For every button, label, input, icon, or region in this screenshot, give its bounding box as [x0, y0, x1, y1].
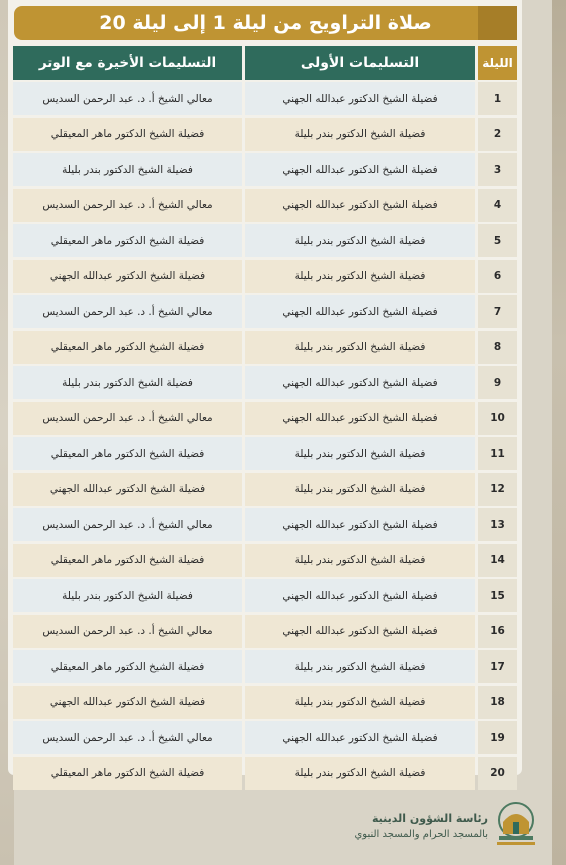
- cell-first-tasleemat: فضيلة الشيخ الدكتور عبدالله الجهني: [245, 189, 475, 222]
- table-row: [13, 721, 517, 754]
- cell-first-tasleemat: فضيلة الشيخ الدكتور بندر بليلة: [245, 757, 475, 790]
- cell-first-tasleemat: فضيلة الشيخ الدكتور بندر بليلة: [245, 437, 475, 470]
- header-first-tasleemat: التسليمات الأولى: [245, 46, 475, 80]
- cell-night-number: 4: [478, 189, 517, 222]
- cell-night-number: 17: [478, 650, 517, 683]
- cell-night-number: 2: [478, 118, 517, 151]
- table-row: [13, 295, 517, 328]
- cell-first-tasleemat: فضيلة الشيخ الدكتور بندر بليلة: [245, 331, 475, 364]
- page-title-text: صلاة التراويح من ليلة 1 إلى ليلة 20: [99, 12, 432, 34]
- cell-last-tasleemat: فضيلة الشيخ الدكتور بندر بليلة: [13, 366, 242, 399]
- cell-night-number: 20: [478, 757, 517, 790]
- cell-night-number: 8: [478, 331, 517, 364]
- cell-first-tasleemat: فضيلة الشيخ الدكتور بندر بليلة: [245, 118, 475, 151]
- table-row: [13, 473, 517, 506]
- cell-last-tasleemat: معالي الشيخ أ. د. عبد الرحمن السديس: [13, 615, 242, 648]
- cell-night-number: 12: [478, 473, 517, 506]
- cell-night-number: 10: [478, 402, 517, 435]
- cell-night-number: 14: [478, 544, 517, 577]
- cell-last-tasleemat: فضيلة الشيخ الدكتور ماهر المعيقلي: [13, 331, 242, 364]
- header-night: الليلة: [478, 46, 517, 80]
- cell-first-tasleemat: فضيلة الشيخ الدكتور بندر بليلة: [245, 650, 475, 683]
- cell-last-tasleemat: فضيلة الشيخ الدكتور ماهر المعيقلي: [13, 437, 242, 470]
- cell-last-tasleemat: فضيلة الشيخ الدكتور ماهر المعيقلي: [13, 544, 242, 577]
- cell-last-tasleemat: فضيلة الشيخ الدكتور عبدالله الجهني: [13, 260, 242, 293]
- cell-night-number: 6: [478, 260, 517, 293]
- cell-last-tasleemat: فضيلة الشيخ الدكتور عبدالله الجهني: [13, 686, 242, 719]
- cell-first-tasleemat: فضيلة الشيخ الدكتور عبدالله الجهني: [245, 402, 475, 435]
- cell-first-tasleemat: فضيلة الشيخ الدكتور بندر بليلة: [245, 686, 475, 719]
- table-row: [13, 224, 517, 257]
- cell-first-tasleemat: فضيلة الشيخ الدكتور عبدالله الجهني: [245, 366, 475, 399]
- cell-last-tasleemat: معالي الشيخ أ. د. عبد الرحمن السديس: [13, 402, 242, 435]
- table-row: [13, 402, 517, 435]
- cell-last-tasleemat: فضيلة الشيخ الدكتور عبدالله الجهني: [13, 473, 242, 506]
- cell-night-number: 16: [478, 615, 517, 648]
- cell-night-number: 13: [478, 508, 517, 541]
- header-last-tasleemat: التسليمات الأخيرة مع الوتر: [13, 46, 242, 80]
- table-row: [13, 757, 517, 790]
- cell-night-number: 3: [478, 153, 517, 186]
- cell-night-number: 19: [478, 721, 517, 754]
- cell-first-tasleemat: فضيلة الشيخ الدكتور بندر بليلة: [245, 224, 475, 257]
- cell-first-tasleemat: فضيلة الشيخ الدكتور عبدالله الجهني: [245, 295, 475, 328]
- cell-first-tasleemat: فضيلة الشيخ الدكتور عبدالله الجهني: [245, 579, 475, 612]
- footer-sub: بالمسجد الحرام والمسجد النبوي: [354, 829, 488, 840]
- cell-night-number: 5: [478, 224, 517, 257]
- cell-last-tasleemat: معالي الشيخ أ. د. عبد الرحمن السديس: [13, 295, 242, 328]
- cell-last-tasleemat: معالي الشيخ أ. د. عبد الرحمن السديس: [13, 508, 242, 541]
- cell-last-tasleemat: معالي الشيخ أ. د. عبد الرحمن السديس: [13, 721, 242, 754]
- cell-last-tasleemat: فضيلة الشيخ الدكتور ماهر المعيقلي: [13, 757, 242, 790]
- cell-night-number: 7: [478, 295, 517, 328]
- table-row: [13, 579, 517, 612]
- table-row: [13, 437, 517, 470]
- cell-last-tasleemat: فضيلة الشيخ الدكتور ماهر المعيقلي: [13, 650, 242, 683]
- table-row: [13, 615, 517, 648]
- cell-first-tasleemat: فضيلة الشيخ الدكتور بندر بليلة: [245, 260, 475, 293]
- cell-first-tasleemat: فضيلة الشيخ الدكتور بندر بليلة: [245, 473, 475, 506]
- cell-night-number: 9: [478, 366, 517, 399]
- table-row: [13, 189, 517, 222]
- cell-last-tasleemat: معالي الشيخ أ. د. عبد الرحمن السديس: [13, 82, 242, 115]
- cell-first-tasleemat: فضيلة الشيخ الدكتور عبدالله الجهني: [245, 153, 475, 186]
- cell-first-tasleemat: فضيلة الشيخ الدكتور عبدالله الجهني: [245, 615, 475, 648]
- cell-first-tasleemat: فضيلة الشيخ الدكتور عبدالله الجهني: [245, 721, 475, 754]
- cell-first-tasleemat: فضيلة الشيخ الدكتور عبدالله الجهني: [245, 508, 475, 541]
- table-row: [13, 366, 517, 399]
- cell-night-number: 18: [478, 686, 517, 719]
- cell-night-number: 15: [478, 579, 517, 612]
- page-title: [14, 6, 517, 40]
- table-row: [13, 331, 517, 364]
- table-row: [13, 82, 517, 115]
- table-row: [13, 260, 517, 293]
- background-right: [552, 0, 566, 865]
- cell-night-number: 11: [478, 437, 517, 470]
- table-row: [13, 153, 517, 186]
- table-row: [13, 508, 517, 541]
- cell-last-tasleemat: فضيلة الشيخ الدكتور بندر بليلة: [13, 153, 242, 186]
- mosque-emblem-icon: [495, 800, 537, 854]
- cell-last-tasleemat: فضيلة الشيخ الدكتور ماهر المعيقلي: [13, 118, 242, 151]
- table-row: [13, 686, 517, 719]
- cell-last-tasleemat: فضيلة الشيخ الدكتور بندر بليلة: [13, 579, 242, 612]
- cell-last-tasleemat: فضيلة الشيخ الدكتور ماهر المعيقلي: [13, 224, 242, 257]
- footer-text: [354, 812, 488, 840]
- cell-first-tasleemat: فضيلة الشيخ الدكتور بندر بليلة: [245, 544, 475, 577]
- title-accent: [478, 6, 517, 40]
- cell-last-tasleemat: معالي الشيخ أ. د. عبد الرحمن السديس: [13, 189, 242, 222]
- table-row: [13, 544, 517, 577]
- cell-first-tasleemat: فضيلة الشيخ الدكتور عبدالله الجهني: [245, 82, 475, 115]
- table-row: [13, 650, 517, 683]
- cell-night-number: 1: [478, 82, 517, 115]
- table-row: [13, 118, 517, 151]
- footer-org: رئاسة الشؤون الدينية: [372, 812, 488, 825]
